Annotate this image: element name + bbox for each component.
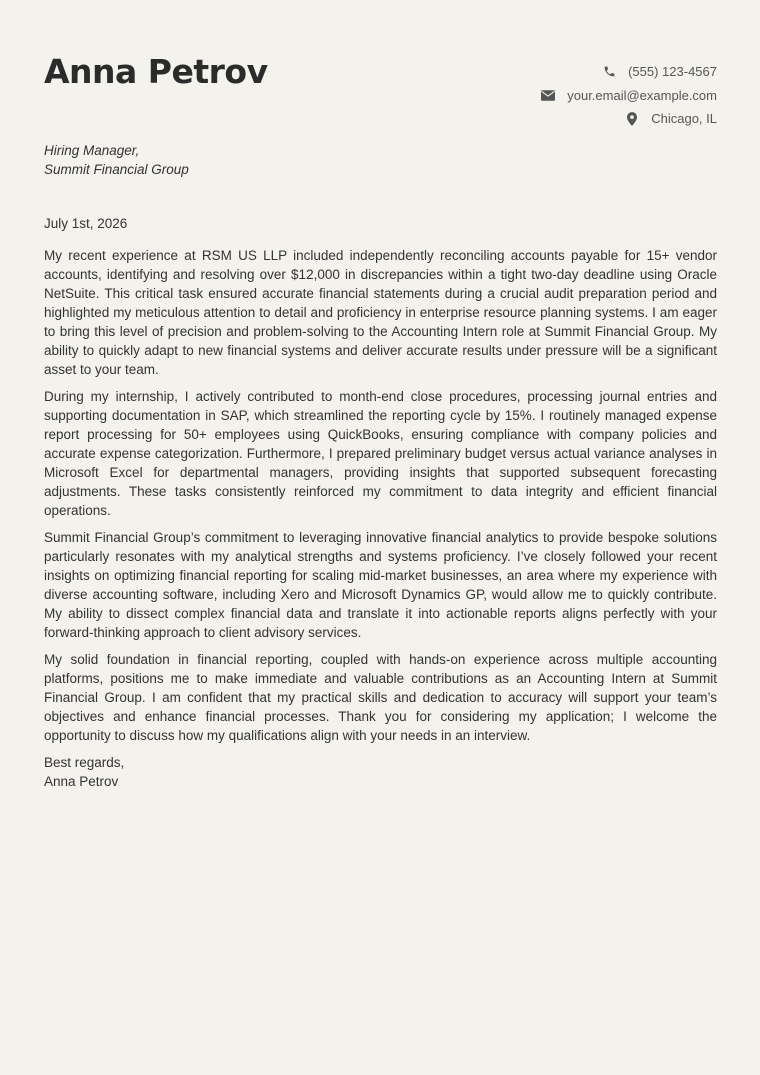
recipient-company: Summit Financial Group (44, 162, 189, 177)
letter-date: July 1st, 2026 (44, 216, 128, 231)
email-text: your.email@example.com (567, 87, 717, 103)
body-paragraph-1: My recent experience at RSM US LLP included independently reconciling accounts payable for 15+ vendor accounts, identifying and resolving over $12,000 in discrepancies within a tight two-day deadline using Oracle NetSuite. This critical task ensured accurate financial statements during a crucial audit preparation period and highlighted my meticulous attention to detail and proficiency in enterprise resource planning systems. I am eager to bring this level of precision and problem-solving to the Accounting Intern role at Summit Financial Group. My ability to quickly adapt to new financial systems and deliver accurate results under pressure will be a significant asset to your team. (44, 248, 717, 377)
body-paragraph-3: Summit Financial Group’s commitment to leveraging innovative financial analytics to provide bespoke solutions particularly resonates with my analytical strengths and systems proficiency. I’ve closely followed your recent insights on optimizing financial reporting for scaling mid-market businesses, an area where my experience with diverse accounting software, including Xero and Microsoft Dynamics GP, would allow me to quickly contribute. My ability to dissect complex financial data and translate it into actionable reports aligns perfectly with your forward-thinking approach to client advisory services. (44, 530, 717, 640)
phone-icon (601, 64, 617, 80)
location-text: Chicago, IL (651, 111, 717, 127)
contact-info (540, 60, 717, 131)
recipient-block (44, 141, 717, 179)
envelope-icon (540, 87, 556, 103)
applicant-name: Anna Petrov (44, 52, 268, 91)
letter-closing (44, 753, 717, 791)
body-paragraph-2: During my internship, I actively contributed to month-end close procedures, processing journal entries and supporting documentation in SAP, which streamlined the reporting cycle by 15%. I routinely managed expense report processing for 50+ employees using QuickBooks, ensuring compliance with company policies and accurate expense categorization. Furthermore, I prepared preliminary budget versus actual variance analyses in Microsoft Excel for departmental managers, providing insights that supported subsequent forecasting adjustments. These tasks consistently reinforced my commitment to data integrity and efficient financial operations. (44, 389, 717, 518)
phone-text: (555) 123-4567 (628, 64, 717, 80)
letter-body (44, 246, 717, 745)
closing-signature: Anna Petrov (44, 774, 119, 789)
letter-header (44, 50, 717, 138)
closing-salutation: Best regards, (44, 755, 125, 770)
recipient-title: Hiring Manager, (44, 143, 140, 158)
contact-email (540, 84, 717, 108)
cover-letter (44, 50, 717, 791)
body-paragraph-4: My solid foundation in financial reporting, coupled with hands-on experience across multiple accounting platforms, positions me to make immediate and valuable contributions as an Accounting Intern at Summit Financial Group. I am confident that my practical skills and dedication to accuracy will support your team’s objectives and enhance financial processes. Thank you for considering my application; I welcome the opportunity to discuss how my qualifications align with your needs in an interview. (44, 652, 717, 743)
contact-location (540, 107, 717, 131)
contact-phone (540, 60, 717, 84)
map-pin-icon (624, 111, 640, 127)
